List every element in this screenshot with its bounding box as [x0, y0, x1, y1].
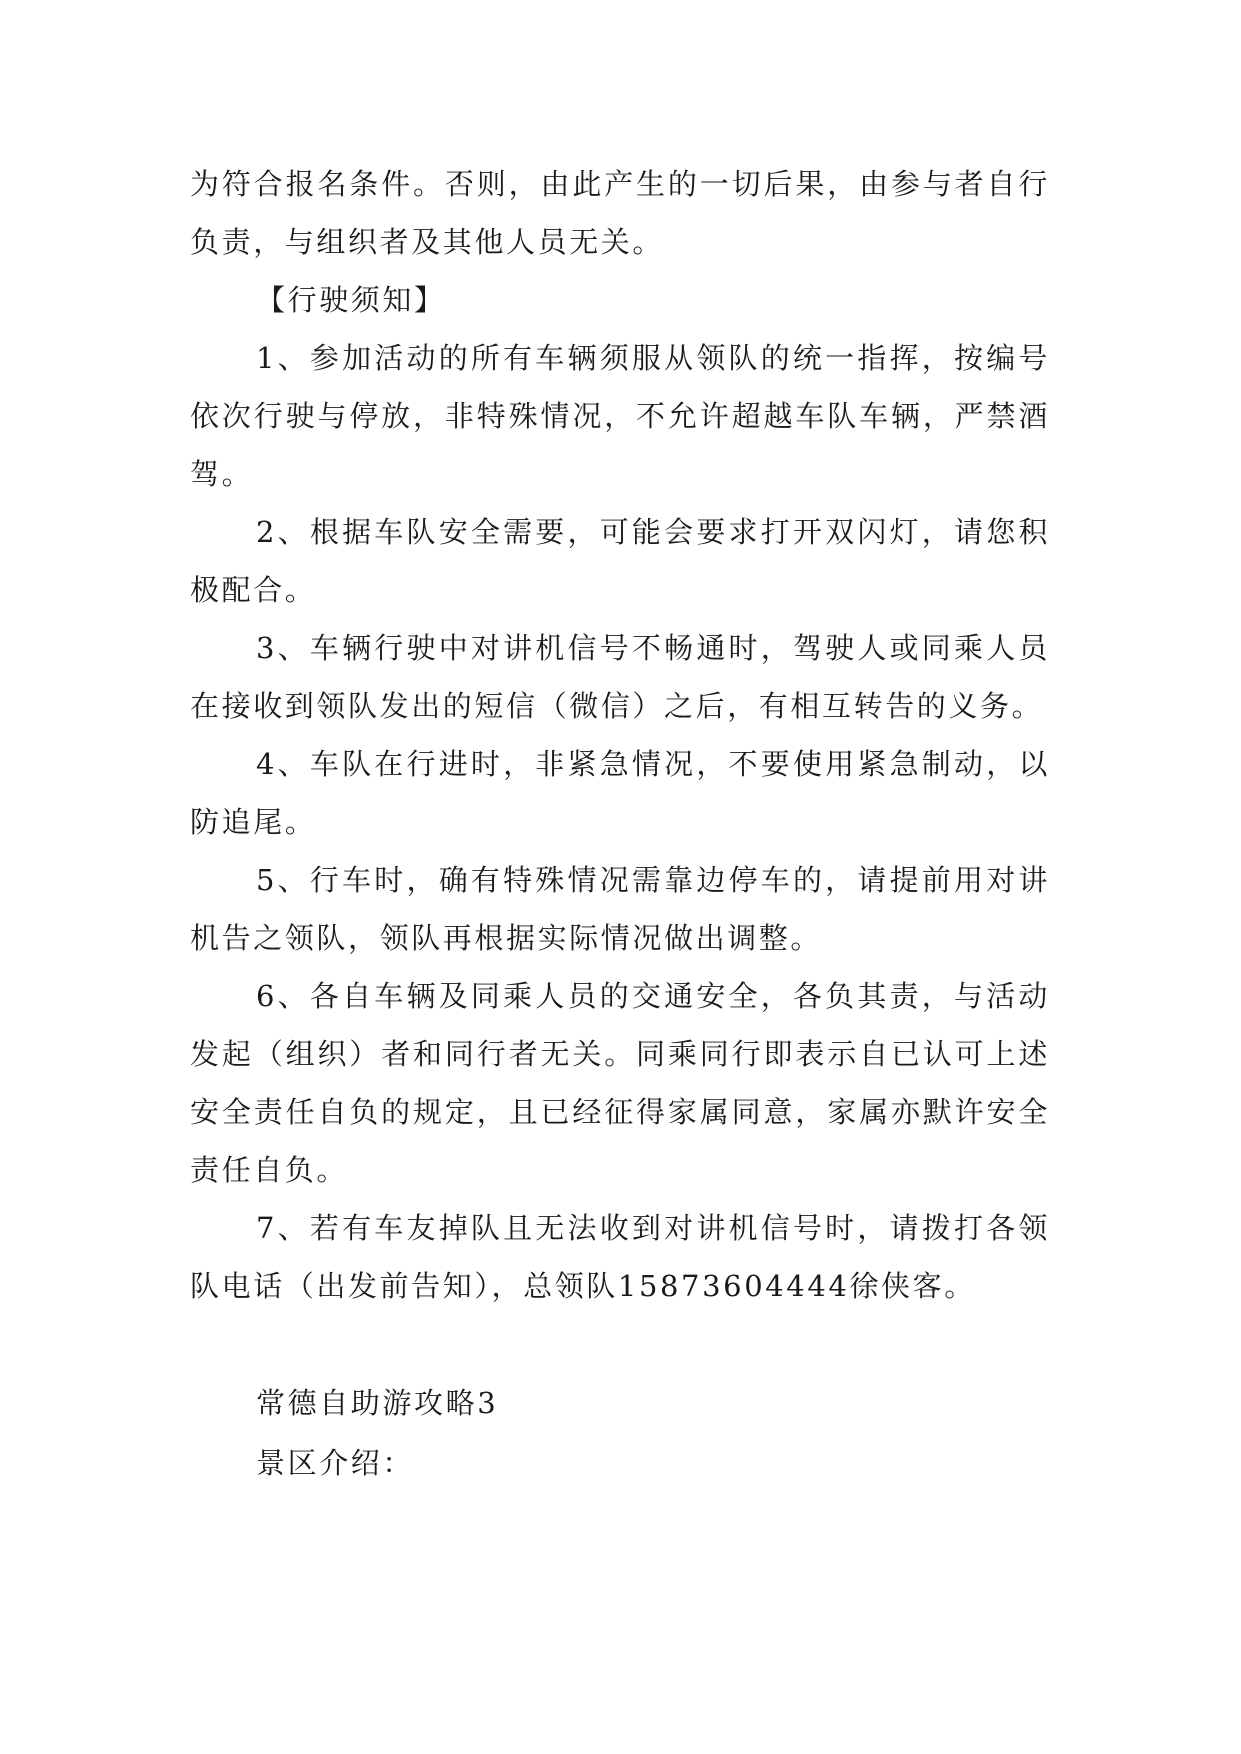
rule-6: 6、各自车辆及同乘人员的交通安全，各负其责，与活动发起（组织）者和同行者无关。同乘同行即表示自已认可上述安全责任自负的规定，且已经征得家属同意，家属亦默许安全责任自负。	[190, 979, 1050, 1187]
rule-4: 4、车队在行进时，非紧急情况，不要使用紧急制动，以防追尾。	[190, 747, 1050, 839]
continuation-paragraph: 为符合报名条件。否则，由此产生的一切后果，由参与者自行负责，与组织者及其他人员无关。	[190, 167, 1050, 259]
scenic-intro-label: 景区介绍：	[256, 1446, 415, 1480]
blank-line	[190, 1315, 1050, 1373]
rule-3: 3、车辆行驶中对讲机信号不畅通时，驾驶人或同乘人员在接收到领队发出的短信（微信）之后，有相互转告的义务。	[190, 631, 1050, 723]
rule-7: 7、若有车友掉队且无法收到对讲机信号时，请拨打各领队电话（出发前告知），总领队15873604444徐侠客。	[190, 1211, 1050, 1303]
section-heading-driving-notice: 【行驶须知】	[256, 283, 446, 317]
document-body	[190, 155, 1050, 1493]
rule-1: 1、参加活动的所有车辆须服从领队的统一指挥，按编号依次行驶与停放，非特殊情况，不允许超越车队车辆，严禁酒驾。	[190, 341, 1050, 491]
rule-5: 5、行车时，确有特殊情况需靠边停车的，请提前用对讲机告之领队，领队再根据实际情况做出调整。	[190, 863, 1050, 955]
rule-2: 2、根据车队安全需要，可能会要求打开双闪灯，请您积极配合。	[190, 515, 1050, 607]
next-article-title: 常德自助游攻略3	[256, 1386, 499, 1420]
